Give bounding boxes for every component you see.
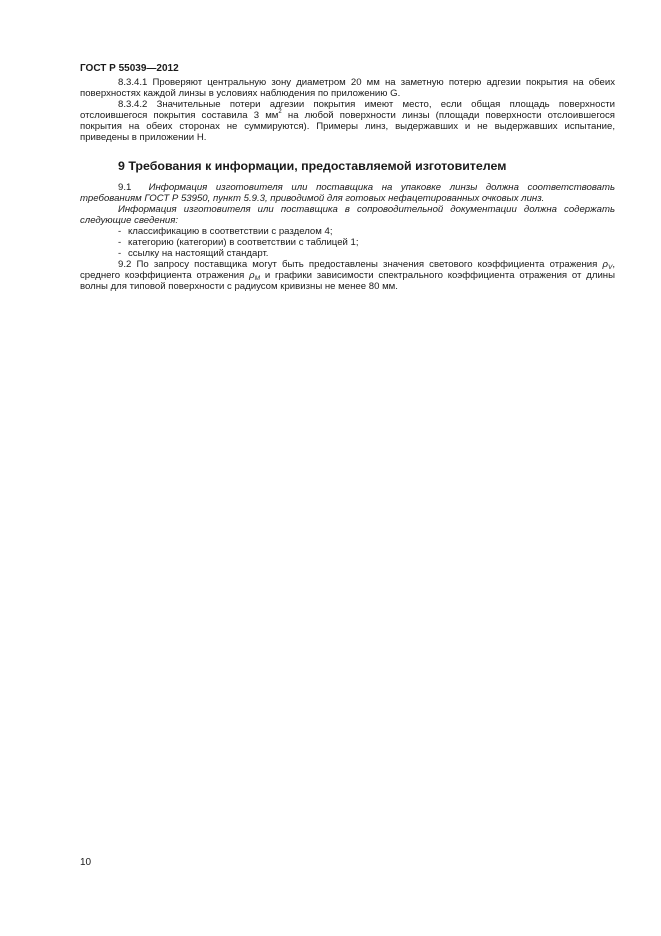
list-item	[80, 248, 615, 259]
list-item-text: классификацию в соответствии с разделом 4;	[128, 225, 333, 237]
dash-bullet: -	[118, 225, 122, 237]
list-item-text: категорию (категории) в соответствии с таблицей 1;	[128, 237, 359, 249]
clause-text-continued: на любой поверхности линзы (площади поверхности отслоившегося покрытия на обеих сторонах не суммируются). Примеры линз, выдержавших и не выдержавших испытание, приведены в приложении H.	[80, 110, 616, 144]
clause-number: 9.2	[118, 259, 132, 271]
clause-text: По запросу поставщика могут быть предоставлены значения светового коэффициента отражения	[136, 259, 603, 271]
rho-symbol: ρ	[249, 270, 255, 282]
documentation-info-paragraph: Информация изготовителя или поставщика в сопроводительной документации должна содержать следующие сведения:	[80, 203, 615, 226]
clause-text: Информация изготовителя или поставщика на упаковке линзы должна соответствовать требованиям ГОСТ Р 53950, пункт 5.9.3, приводимой для готовых нефацетированных очковых линз.	[80, 181, 615, 204]
required-info-list	[80, 226, 615, 259]
clause-text: , среднего коэффициента отражения	[80, 259, 615, 282]
page-number: 10	[80, 857, 92, 868]
section-9-title: 9 Требования к информации, предоставляемой изготовителем	[118, 158, 507, 173]
clause-8-3-4-2	[80, 99, 615, 143]
list-item-text: ссылку на настоящий стандарт.	[128, 248, 269, 260]
clause-9-2	[80, 259, 615, 292]
dash-bullet: -	[118, 248, 122, 260]
superscript-square: 2	[278, 109, 282, 116]
clause-text: Проверяют центральную зону диаметром 20 мм на заметную потерю адгезии покрытия на обеих поверхностях каждой линзы в условиях наблюдения по приложению G.	[80, 77, 616, 100]
list-item	[80, 226, 615, 237]
clause-number: 8.3.4.1	[118, 77, 148, 88]
clause-text: Значительные потери адгезии покрытия имеют место, если общая площадь поверхности отслоившегося покрытия составила 3 мм	[80, 99, 615, 122]
list-item	[80, 237, 615, 248]
clause-text: и графики зависимости спектрального коэффициента отражения от длины волны для типовой поверхности с радиусом кривизны не менее 80 мм.	[80, 270, 615, 293]
clause-8-3-4-1	[80, 77, 615, 99]
clause-9-1	[80, 182, 615, 204]
subscript-v: V	[607, 264, 613, 272]
subscript-m: M	[254, 275, 261, 283]
clause-number: 9.1	[118, 181, 132, 193]
rho-symbol: ρ	[602, 259, 608, 271]
dash-bullet: -	[118, 237, 122, 249]
document-header-standard-id: ГОСТ Р 55039—2012	[80, 63, 179, 74]
document-page	[80, 62, 615, 293]
clause-number: 8.3.4.2	[118, 99, 148, 111]
